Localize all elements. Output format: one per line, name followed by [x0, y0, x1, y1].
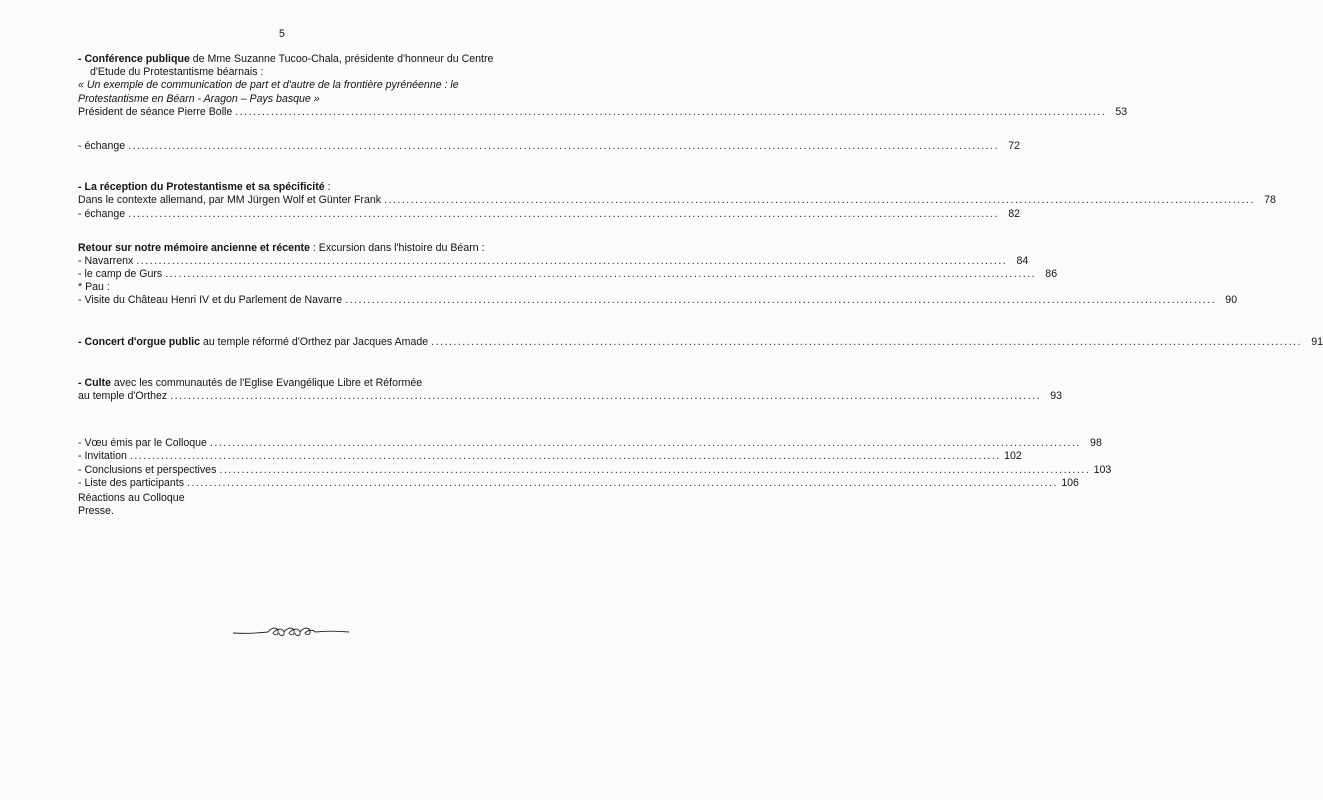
page-ref: 106 [1061, 476, 1079, 489]
dot-leader: .................................................................................................................................................................................................... [129, 450, 1001, 463]
toc-entry: - le camp de Gurs .................................................................................................................................................................................................... 86 [78, 268, 1058, 281]
closing-line: Réactions au Colloque [78, 492, 185, 504]
closing-notes [78, 492, 185, 518]
page-ref: 72 [1008, 139, 1021, 152]
toc-entry: Président de séance Pierre Bolle .................................................................................................................................................................................................... 53 [78, 105, 1128, 118]
toc-entry: - échange .................................................................................................................................................................................................... 72 [78, 139, 1021, 152]
toc-entry: - Concert d'orgue public au temple réformé d'Orthez par Jacques Amade .................................................................................................................................................................................................... 91 [78, 335, 1323, 348]
page-ref: 102 [1004, 450, 1022, 463]
page-ref: 98 [1090, 437, 1102, 450]
toc-line: * Pau : [78, 281, 110, 294]
toc-line: - Conférence publique de Mme Suzanne Tucoo-Chala, présidente d'honneur du Centre [78, 53, 494, 65]
toc-section-retour [78, 241, 1238, 308]
flourish-divider-icon [232, 625, 350, 639]
toc-section-concert [78, 335, 1323, 349]
dot-leader: .................................................................................................................................................................................................... [431, 335, 1303, 348]
toc-section-closing-items [78, 437, 1112, 490]
page-ref: 53 [1115, 105, 1128, 118]
dot-leader: .................................................................................................................................................................................................... [384, 194, 1255, 207]
toc-entry: au temple d'Orthez .................................................................................................................................................................................................... 93 [78, 390, 1063, 402]
dot-leader: .................................................................................................................................................................................................... [165, 268, 1037, 281]
toc-line: - Culte avec les communautés de l'Eglise Evangélique Libre et Réformée [78, 376, 423, 389]
toc-entry: - Invitation .................................................................................................................................................................................................... 102 [78, 450, 1022, 463]
page-ref: 86 [1045, 268, 1058, 281]
toc-section-echange [78, 139, 1021, 153]
toc-line: « Un exemple de communication de part et d'autre de la frontière pyrénéenne : le [78, 79, 459, 92]
page-number: 5 [279, 28, 285, 40]
toc-entry: - Liste des participants .................................................................................................................................................................................................... 106 [78, 476, 1079, 489]
table-of-contents [78, 53, 1323, 490]
page-ref: 103 [1093, 463, 1112, 476]
toc-entry: Dans le contexte allemand, par MM Jürgen Wolf et Günter Frank .................................................................................................................................................................................................... 78 [78, 194, 1276, 207]
toc-entry: - Navarrenx .................................................................................................................................................................................................... 84 [78, 254, 1029, 267]
dot-leader: .................................................................................................................................................................................................... [209, 437, 1081, 450]
dot-leader: .................................................................................................................................................................................................... [345, 294, 1217, 307]
toc-line: d'Etude du Protestantisme béarnais : [90, 66, 264, 79]
page-ref: 78 [1264, 194, 1276, 207]
toc-section-reception [78, 181, 1276, 221]
toc-line: Protestantisme en Béarn - Aragon – Pays basque » [78, 92, 320, 105]
toc-section-culte [78, 376, 1063, 403]
page-ref: 84 [1016, 254, 1029, 267]
page-ref: 93 [1050, 390, 1063, 402]
dot-leader: .................................................................................................................................................................................................... [128, 139, 1000, 152]
toc-entry: - Visite du Château Henri IV et du Parlement de Navarre .................................................................................................................................................................................................... 90 [78, 294, 1238, 307]
page-ref: 90 [1225, 294, 1238, 307]
page-ref: 82 [1008, 207, 1021, 220]
dot-leader: .................................................................................................................................................................................................... [219, 463, 1091, 476]
dot-leader: .................................................................................................................................................................................................... [170, 390, 1042, 402]
toc-line: Retour sur notre mémoire ancienne et récente : Excursion dans l'histoire du Béarn : [78, 241, 485, 254]
toc-entry: - Vœu émis par le Colloque .................................................................................................................................................................................................... 98 [78, 437, 1102, 450]
toc-section-conference [78, 53, 1128, 119]
toc-entry: - échange .................................................................................................................................................................................................... 82 [78, 207, 1021, 220]
toc-line: - La réception du Protestantisme et sa spécificité : [78, 181, 331, 194]
dot-leader: .................................................................................................................................................................................................... [235, 105, 1107, 118]
page-ref: 91 [1311, 335, 1323, 348]
closing-line: Presse. [78, 505, 114, 518]
dot-leader: .................................................................................................................................................................................................... [136, 254, 1008, 267]
dot-leader: .................................................................................................................................................................................................... [187, 476, 1058, 489]
dot-leader: .................................................................................................................................................................................................... [128, 207, 1000, 220]
toc-entry: - Conclusions et perspectives .................................................................................................................................................................................................... 103 [78, 463, 1112, 476]
